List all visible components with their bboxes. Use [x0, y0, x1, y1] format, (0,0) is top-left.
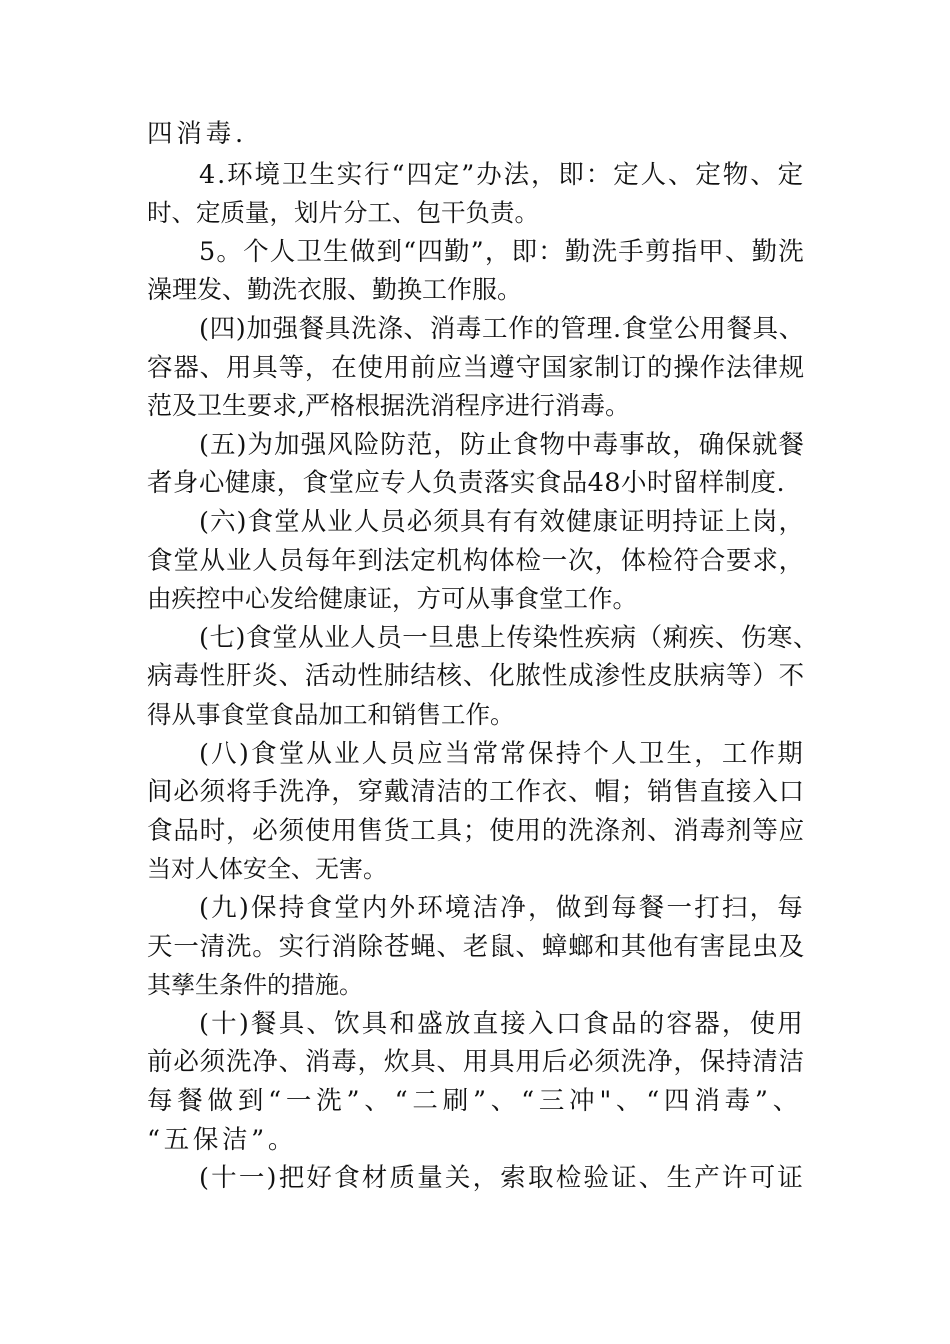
text-line: 四消毒.	[147, 119, 247, 149]
text-line: 范及卫生要求,严格根据洗消程序进行消毒。	[147, 391, 630, 420]
text-line: (十)餐具、饮具和盛放直接入口食品的容器，使用	[199, 1009, 805, 1039]
text-line: 前必须洗净、消毒，炊具、用具用后必须洗净，保持清洁	[147, 1047, 805, 1077]
text-line: 容器、用具等，在使用前应当遵守国家制订的操作法律规	[147, 353, 805, 383]
text-line: 病毒性肝炎、活动性肺结核、化脓性成渗性皮肤病等）不	[147, 661, 805, 691]
text-line: “五保洁”。	[147, 1125, 297, 1155]
text-line: (十一)把好食材质量关，索取检验证、生产许可证	[199, 1163, 805, 1193]
text-line: (七)食堂从业人员一旦患上传染性疾病（痢疾、伤寒、	[199, 623, 819, 653]
text-line: 4.环境卫生实行“四定”办法，即：定人、定物、定	[199, 160, 805, 190]
text-line: 食品时，必须使用售货工具；使用的洗涤剂、消毒剂等应	[147, 816, 805, 846]
text-line: (五)为加强风险防范，防止食物中毒事故，确保就餐	[199, 430, 805, 460]
text-line: 由疾控中心发给健康证，方可从事食堂工作。	[147, 584, 637, 613]
text-line: 天一清洗。实行消除苍蝇、老鼠、蟑螂和其他有害昆虫及	[147, 932, 805, 962]
text-line: 5。个人卫生做到“四勤”，即：勤洗手剪指甲、勤洗	[199, 237, 805, 267]
text-line: (六)食堂从业人员必须具有有效健康证明持证上岗，	[199, 507, 805, 537]
text-line: 澡理发、勤洗衣服、勤换工作服。	[147, 275, 523, 304]
text-line: 食堂从业人员每年到法定机构体检一次，体检符合要求，	[147, 546, 805, 576]
text-line: 得从事食堂食品加工和销售工作。	[147, 700, 515, 729]
text-line: 其孳生条件的措施。	[147, 971, 363, 999]
text-line: 每餐做到“一洗”、“二刷”、“三冲"、“四消毒”、	[147, 1086, 803, 1116]
text-line: (四)加强餐具洗涤、消毒工作的管理.食堂公用餐具、	[199, 314, 805, 344]
text-line: (八)食堂从业人员应当常常保持个人卫生，工作期	[199, 739, 805, 769]
text-line: 者身心健康，食堂应专人负责落实食品48小时留样制度.	[147, 468, 785, 498]
text-line: 当对人体安全、无害。	[147, 855, 387, 883]
text-line: (九)保持食堂内外环境洁净，做到每餐一打扫，每	[199, 893, 805, 923]
text-line: 时、定质量，划片分工、包干负责。	[147, 198, 539, 227]
text-line: 间必须将手洗净，穿戴清洁的工作衣、帽；销售直接入口	[147, 777, 805, 807]
